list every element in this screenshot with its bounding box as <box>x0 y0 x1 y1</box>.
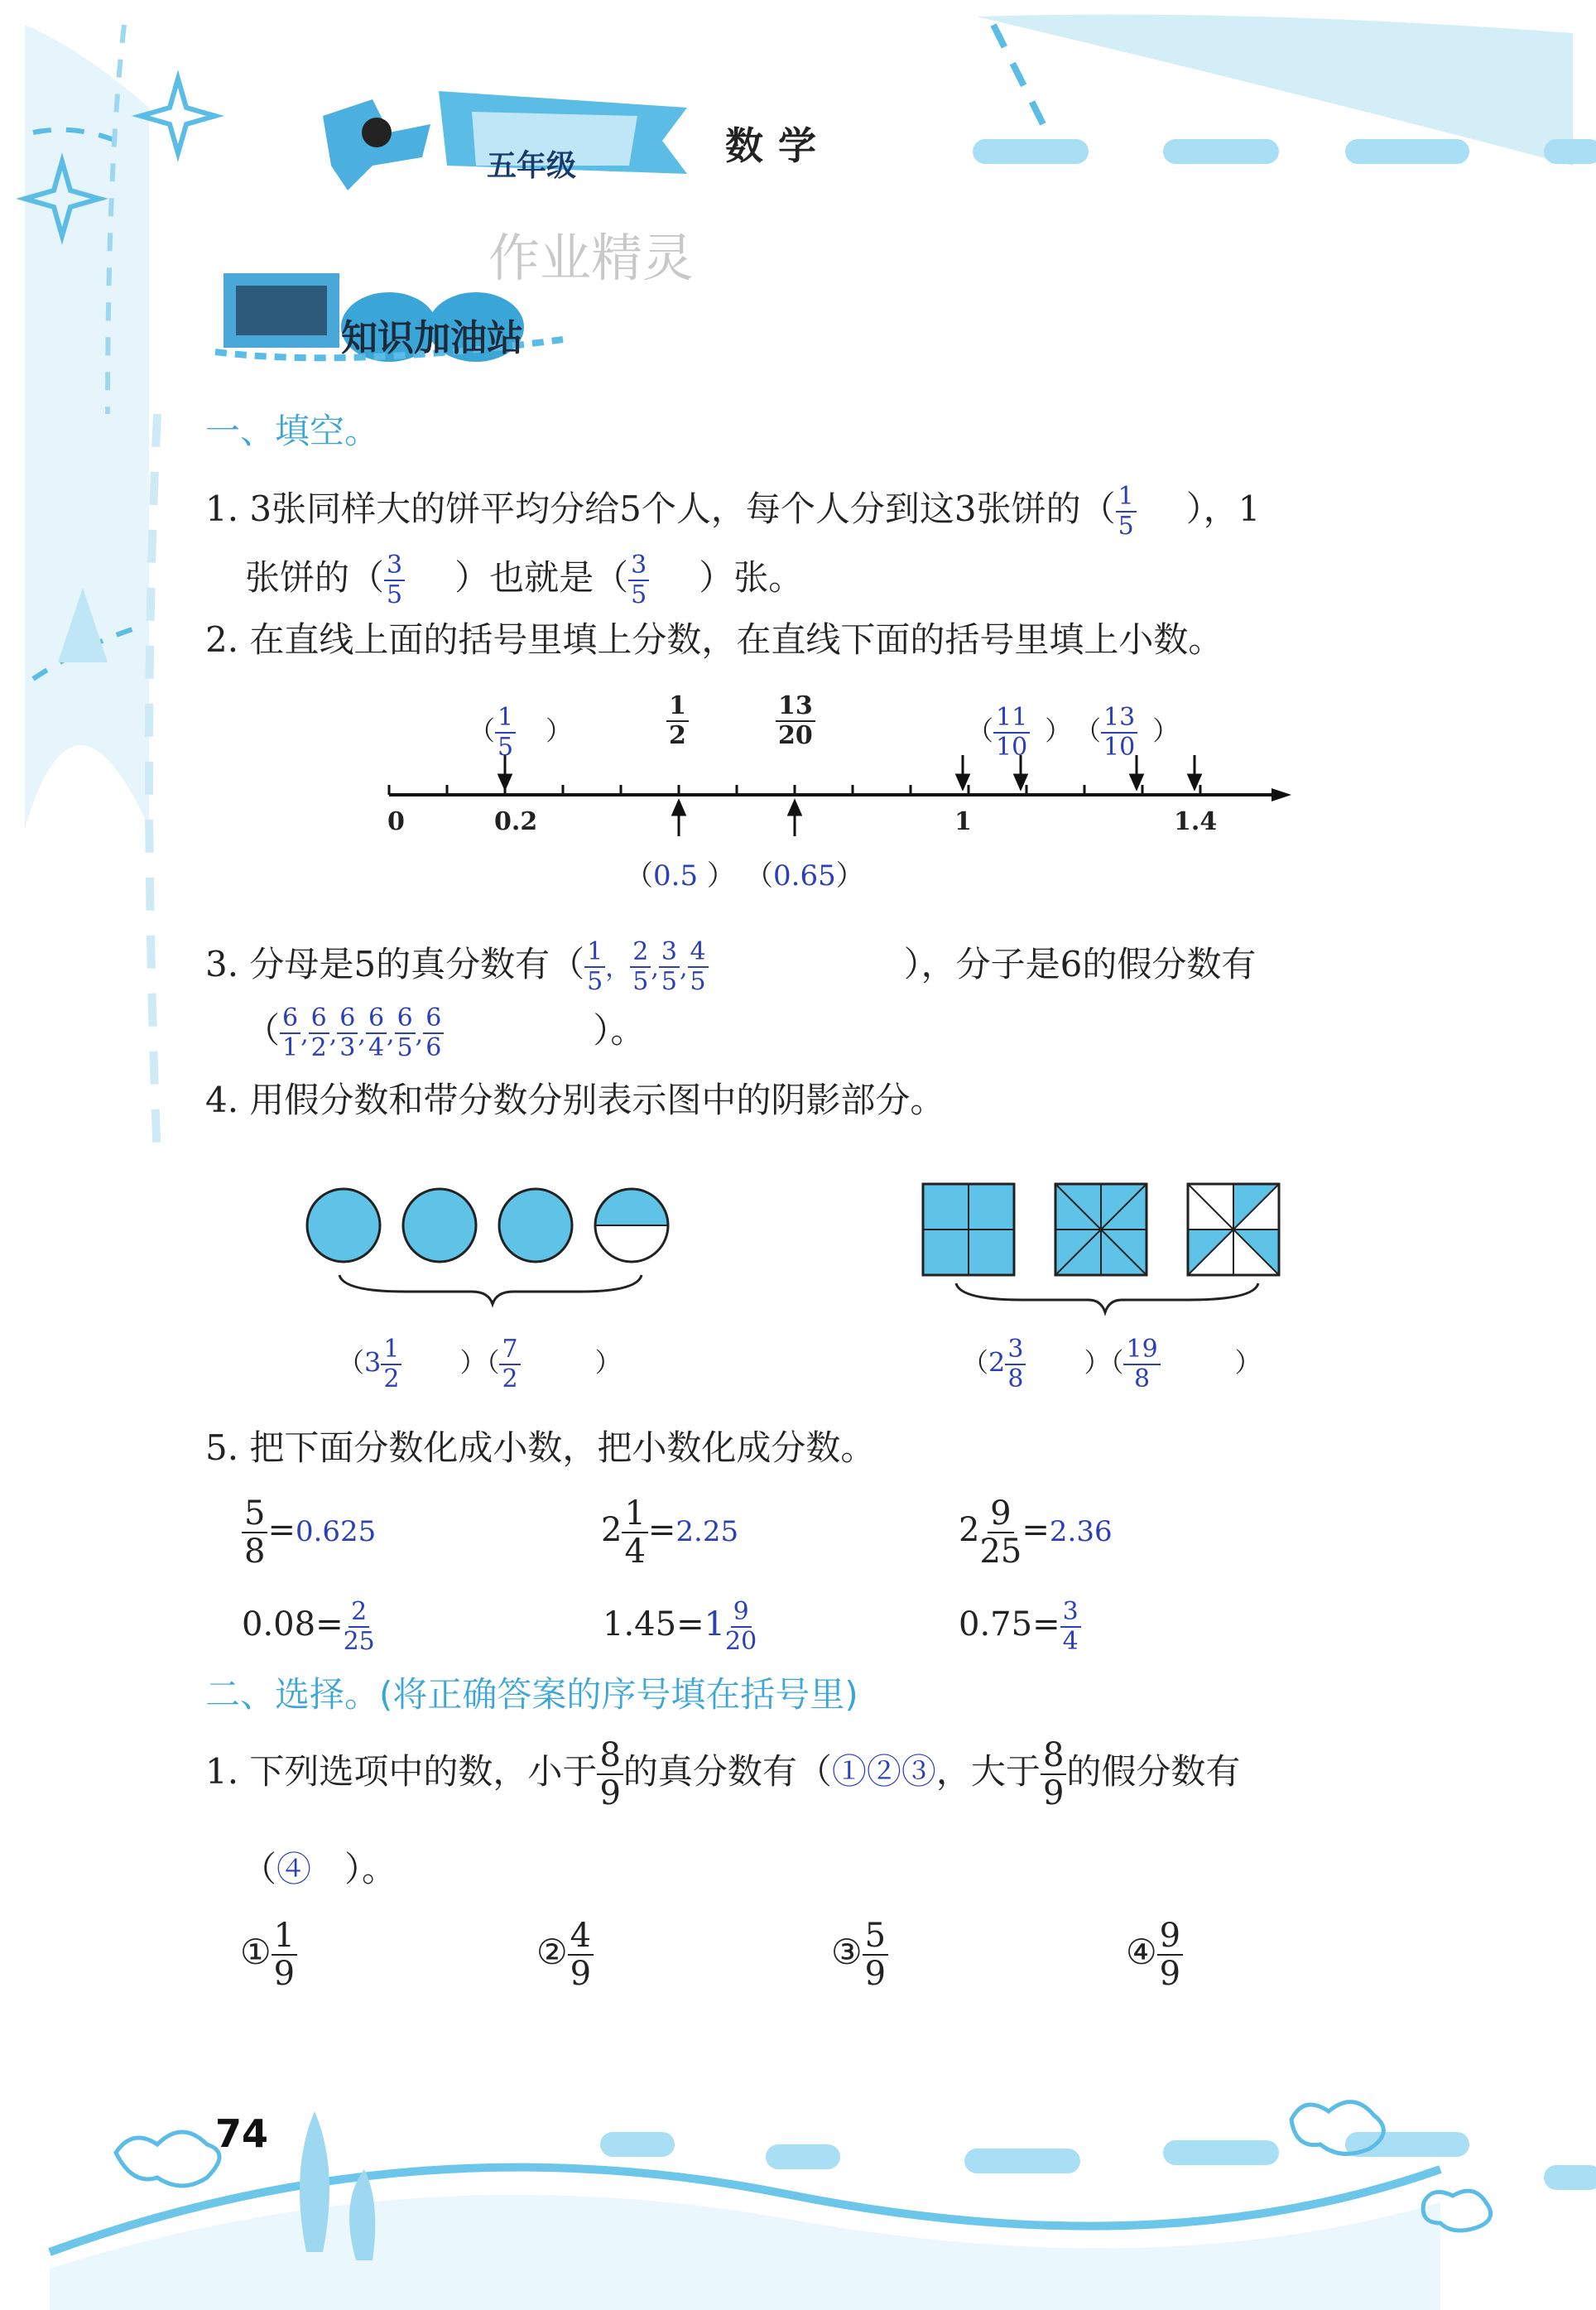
q1-line1: 1. 3张同样大的饼平均分给5个人，每个人分到这3张饼的（ $\frac{1}{5}$ ），1 <box>205 482 1261 541</box>
top-label-1: （ $\frac{1}{5}$ ） <box>469 703 573 762</box>
q1-answer1: $\frac{1}{5}$ <box>1116 484 1137 539</box>
p2-q1-line2: （④ ）。 <box>242 1849 397 1889</box>
watermark: 作业精灵 <box>488 228 695 288</box>
option-3: ③ $\frac{5}{9}$ <box>831 1919 888 1990</box>
q5-item-1: $\frac{5}{8}$ =0.625 <box>242 1497 376 1568</box>
option-2: ② $\frac{4}{9}$ <box>536 1919 594 1990</box>
page-number: 74 <box>215 2111 269 2156</box>
q3-line1: 3. 分母是5的真分数有（ $\frac{1}{5}$ ， $\frac{2}{5}$ , $\frac{3}{5}$ , $\frac{4}{5}$ ），分子是6的假分数有 <box>205 937 1257 996</box>
bottom-answer-2: （0.65） <box>745 859 864 893</box>
q5-text: 5. 把下面分数化成小数，把小数化成分数。 <box>205 1427 876 1468</box>
tick-label-0.2: 0.2 <box>494 807 538 836</box>
q5-item-6: 0.75= $\frac{3}{4}$ <box>959 1600 1081 1654</box>
q5-item-3: 2 $\frac{9}{25}$ =2.36 <box>959 1494 1113 1571</box>
circles-figure <box>298 1167 679 1316</box>
top-label-5: （ $\frac{13}{10}$ ） <box>1074 703 1180 762</box>
q1-line2: 张饼的（ $\frac{3}{5}$ ）也就是（ $\frac{3}{5}$ ）张。 <box>245 551 804 609</box>
section-banner-text: 知识加油站 <box>341 317 523 359</box>
squares-figure <box>915 1176 1296 1316</box>
top-label-2: $\frac{1}{2}$ <box>666 694 689 748</box>
q4-text: 4. 用假分数和带分数分别表示图中的阴影部分。 <box>205 1080 945 1120</box>
part2-title: 二、选择。(将正确答案的序号填在括号里) <box>205 1674 858 1715</box>
top-label-4: （ $\frac{11}{10}$ ） <box>967 703 1072 762</box>
tick-label-1: 1 <box>954 807 972 836</box>
tick-label-1.4: 1.4 <box>1174 807 1218 836</box>
p2-q1-line1: 1. 下列选项中的数，小于 $\frac{8}{9}$ 的真分数有（①②③，大于 $\frac{8}{9}$ 的假分数有 <box>205 1736 1241 1812</box>
q2-text: 2. 在直线上面的括号里填上分数，在直线下面的括号里填上小数。 <box>205 619 1223 660</box>
part1-title: 一、填空。 <box>205 411 380 451</box>
option-1: ① $\frac{1}{9}$ <box>240 1919 297 1990</box>
subject-title: 数学 <box>725 123 831 168</box>
q4-left-answers: （3 $\frac{1}{2}$ ）（ $\frac{7}{2}$ ） <box>338 1335 622 1393</box>
top-label-3: $\frac{13}{20}$ <box>776 694 815 748</box>
section-banner <box>341 308 523 361</box>
q1-answer2: $\frac{3}{5}$ <box>384 553 405 608</box>
q5-item-2: 2 $\frac{1}{4}$ =2.25 <box>601 1494 739 1571</box>
q3-line2: （ $\frac{6}{1}$ , $\frac{6}{2}$ , $\frac{6}{3}$ , $\frac{6}{4}$ , $\frac{6}{5}$ , $\frac{6}{6}$ ）。 <box>245 1003 646 1062</box>
q5-item-4: 0.08= $\frac{2}{25}$ <box>242 1597 375 1656</box>
q5-item-5: 1.45=1 $\frac{9}{20}$ <box>603 1597 757 1656</box>
tick-label-0: 0 <box>387 807 405 836</box>
q4-right-answers: （2 $\frac{3}{8}$ ）（ $\frac{19}{8}$ ） <box>962 1335 1262 1393</box>
option-4: ④ $\frac{9}{9}$ <box>1126 1919 1183 1990</box>
q1-answer3: $\frac{3}{5}$ <box>628 553 649 608</box>
bottom-answer-1: （0.5 ） <box>625 859 735 893</box>
grade-label: 五年级 <box>487 149 577 183</box>
